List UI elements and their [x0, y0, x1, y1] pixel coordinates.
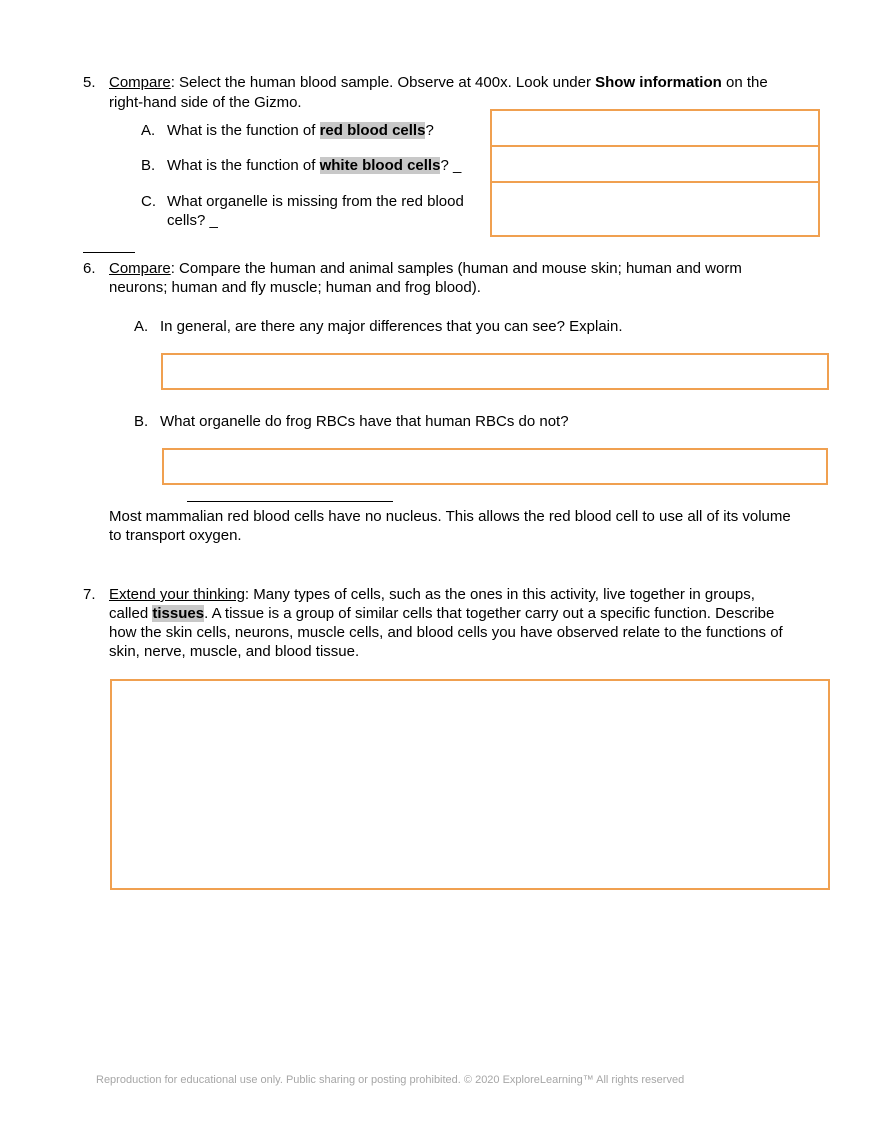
q5b-highlight: white blood cells [319, 157, 441, 174]
q5-label: Compare [109, 74, 171, 91]
q5a-letter: A. [141, 122, 156, 139]
q6-note-line2: to transport oxygen. [109, 527, 242, 544]
q7-text-2: called [109, 605, 153, 622]
q5a-answer-box[interactable] [490, 109, 820, 147]
q6-label: Compare [109, 260, 171, 277]
q5b-answer-box[interactable] [490, 145, 820, 183]
q5-text: : Select the human blood sample. Observe at 400x. Look under [170, 74, 596, 91]
q7-label: Extend your thinking [109, 586, 245, 603]
q7-text-2b: . A tissue is a group of similar cells that together carry out a specific function. Describe [204, 605, 775, 622]
q5c-answer-box[interactable] [490, 181, 820, 237]
q5-prompt-line2: right-hand side of the Gizmo. [109, 94, 302, 111]
q6b-letter: B. [134, 413, 149, 430]
q7-prompt-line1 [109, 585, 755, 604]
q5-answer-underline [83, 252, 135, 253]
q5c-letter: C. [141, 193, 156, 210]
q6a-answer-box[interactable] [161, 353, 829, 390]
q6a-question: In general, are there any major differences that you can see? Explain. [160, 318, 623, 335]
q6-answer-underline [187, 501, 393, 502]
q7-prompt-line3: how the skin cells, neurons, muscle cells, and blood cells you have observed relate to the functions of [109, 624, 783, 641]
q5a-after: ? [425, 122, 434, 139]
q7-highlight: tissues [152, 605, 205, 622]
q7-text: : Many types of cells, such as the ones in this activity, live together in groups, [244, 586, 755, 603]
q5-bold: Show information [595, 74, 722, 91]
q6-text: : Compare the human and animal samples (human and mouse skin; human and worm [170, 260, 742, 277]
q6-number: 6. [83, 260, 96, 277]
q7-prompt-line4: skin, nerve, muscle, and blood tissue. [109, 643, 360, 660]
q5b-letter: B. [141, 157, 156, 174]
q5b-question [167, 156, 461, 175]
q7-prompt-line2 [109, 604, 774, 623]
q6b-question: What organelle do frog RBCs have that human RBCs do not? [160, 413, 569, 430]
q6b-answer-box[interactable] [162, 448, 828, 485]
q7-number: 7. [83, 586, 96, 603]
q5-number: 5. [83, 74, 96, 91]
footer-copyright: Reproduction for educational use only. Public sharing or posting prohibited. © 2020 ExploreLearning™ All rights reserved [96, 1074, 685, 1086]
q6a-letter: A. [134, 318, 149, 335]
q5c-question-line1: What organelle is missing from the red blood [167, 193, 464, 210]
q5b-after: ? _ [440, 157, 462, 174]
q5a-question [167, 121, 434, 140]
q5a-highlight: red blood cells [319, 122, 426, 139]
q5-prompt [109, 73, 768, 92]
q5b-text: What is the function of [167, 157, 320, 174]
q6-note-line1: Most mammalian red blood cells have no nucleus. This allows the red blood cell to use all of its volume [109, 508, 791, 525]
q5-text-after: on the [721, 74, 768, 91]
q6-prompt-line2: neurons; human and fly muscle; human and frog blood). [109, 279, 481, 296]
q7-answer-box[interactable] [110, 679, 830, 890]
q5a-text: What is the function of [167, 122, 320, 139]
q6-prompt [109, 259, 742, 278]
q5c-question-line2: cells? _ [167, 212, 218, 229]
